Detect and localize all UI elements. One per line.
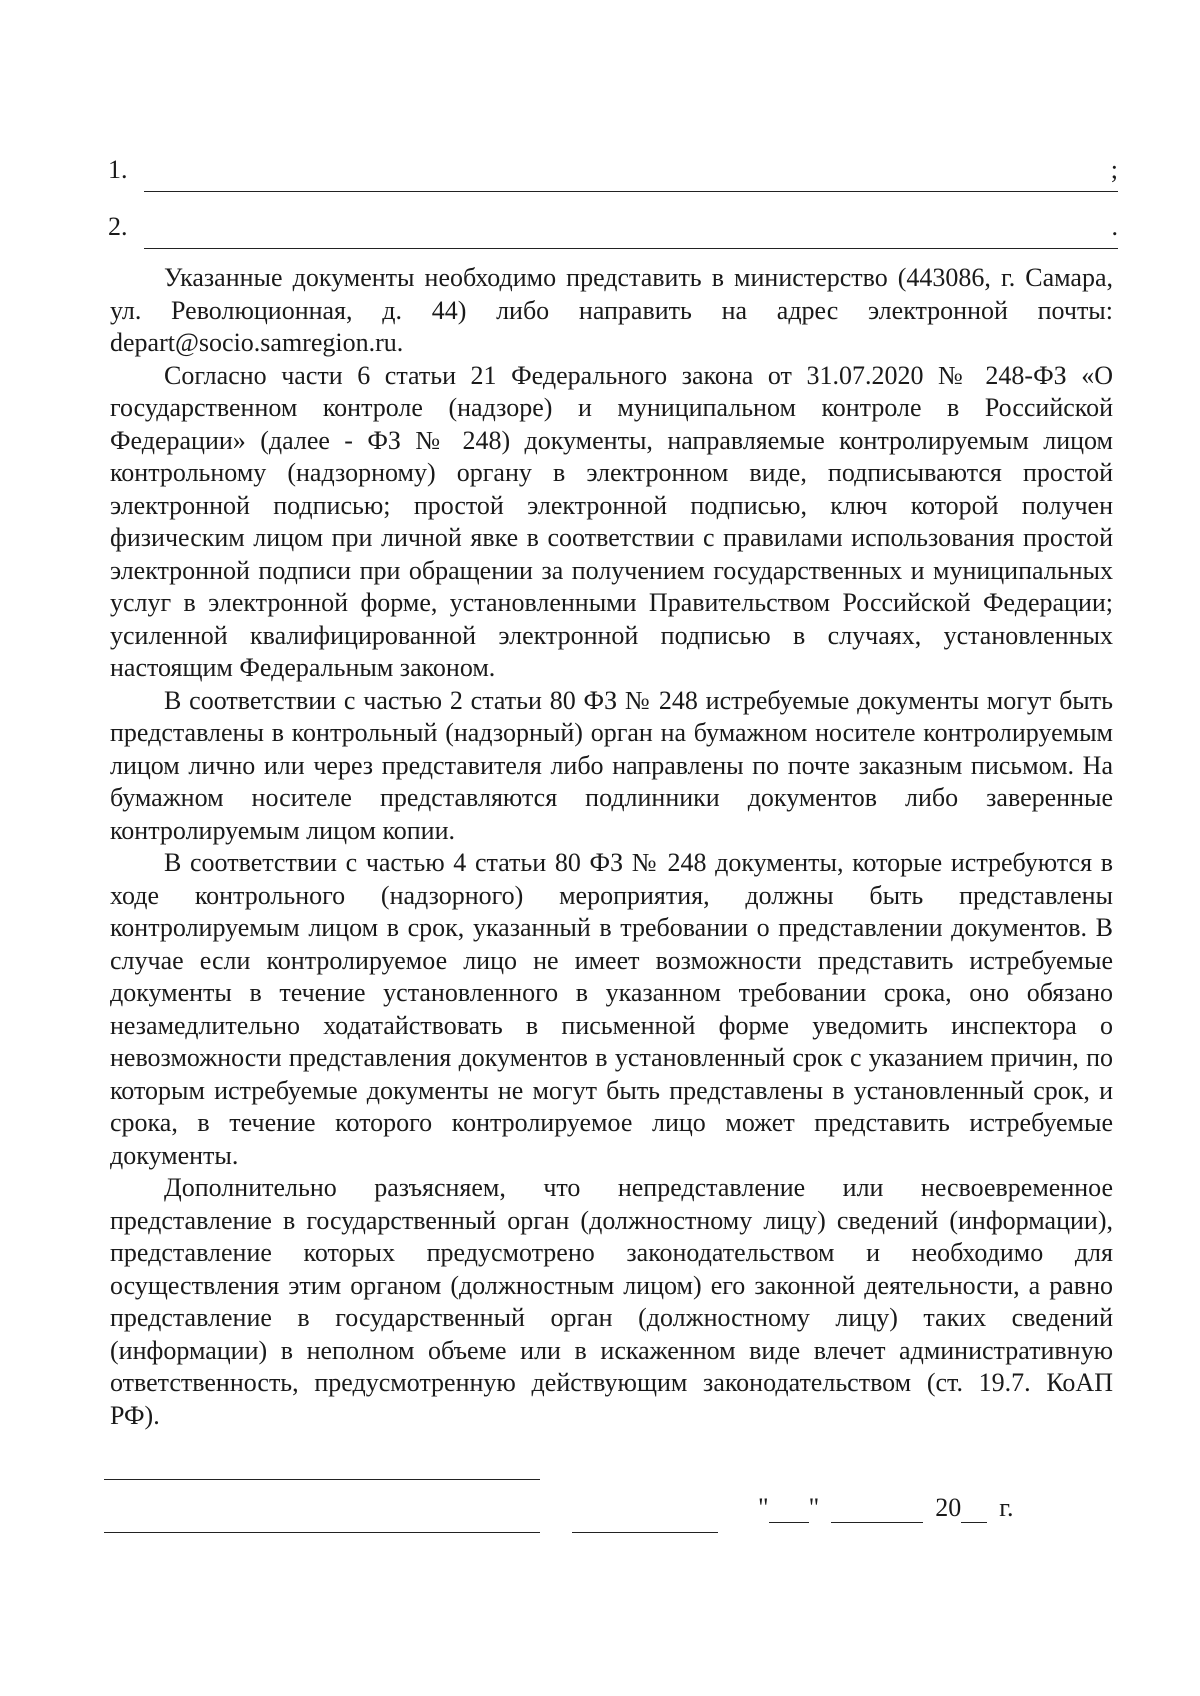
date-year-blank bbox=[961, 1496, 987, 1523]
date-field bbox=[758, 1493, 1013, 1527]
date-day-blank bbox=[769, 1496, 809, 1523]
date-quote-close: " bbox=[808, 1493, 820, 1522]
list-number: 2. bbox=[108, 212, 128, 241]
paragraph-paper-submission: В соответствии с частью 2 статьи 80 ФЗ № 248 истребуемые документы могут быть представлены в контрольный (надзорный) орган на бумажном носителе контролируемым лицом лично или через представителя либо направлены по почте заказным письмом. На бумажном носителе представляются подлинники документов либо заверенные контролируемым лицом копии. bbox=[110, 685, 1113, 845]
list-item bbox=[108, 155, 1118, 195]
date-quote-open: " bbox=[758, 1493, 769, 1522]
document-body bbox=[110, 262, 1113, 1432]
paragraph-deadline: В соответствии с частью 4 статьи 80 ФЗ № 248 документы, которые истребуются в ходе контрольного (надзорного) мероприятия, должны быть представлены контролируемым лицом в срок, указанный в требовании о представлении документов. В случае если контролируемое лицо не имеет возможности представить истребуемые документы в течение установленного в указанном требовании срока, оно обязано незамедлительно ходатайствовать в письменной форме уведомить инспектора о невозможности представления документов в установленный срок с указанием причин, по которым истребуемые документы не могут быть представлены в установленный срок, и срока, в течение которого контролируемое лицо может представить истребуемые документы. bbox=[110, 848, 1113, 1170]
signature-line bbox=[572, 1532, 718, 1533]
paragraph-electronic-signature: Согласно части 6 статьи 21 Федерального закона от 31.07.2020 № 248-ФЗ «О государственном контроле (надзоре) и муниципальном контроле в Российской Федерации» (далее - ФЗ № 248) документы, направляемые контролируемым лицом контрольному (надзорному) органу в электронном виде, подписываются простой электронной подписью; простой электронной подписью, ключ которой получен физическим лицом при личной явке в соответствии с правилами использования простой электронной подписи при обращении за получением государственных и муниципальных услуг в электронной форме, установленными Правительством Российской Федерации; усиленной квалифицированной электронной подписью в случаях, установленных настоящим Федеральным законом. bbox=[110, 360, 1113, 682]
date-year-suffix: г. bbox=[999, 1493, 1014, 1522]
list-terminator: . bbox=[1111, 212, 1118, 241]
paragraph-submission-address: Указанные документы необходимо представить в министерство (443086, г. Самара, ул. Революционная, д. 44) либо направить на адрес электронной почты: depart@socio.samregion.ru. bbox=[110, 263, 1113, 357]
list-terminator: ; bbox=[1110, 155, 1118, 184]
fill-in-line bbox=[144, 191, 1118, 192]
paragraph-liability: Дополнительно разъясняем, что непредставление или несвоевременное представление в государственный орган (должностному лицу) сведений (информации), представление которых предусмотрено законодательством и необходимо для осуществления этим органом (должностным лицом) его законной деятельности, а равно представление в государственный орган (должностному лицу) таких сведений (информации) в неполном объеме или в искаженном виде влечет административную ответственность, предусмотренную действующим законодательством (ст. 19.7. КоАП РФ). bbox=[110, 1173, 1113, 1430]
fill-in-line bbox=[144, 248, 1118, 249]
list-number: 1. bbox=[108, 155, 128, 184]
date-month-blank bbox=[831, 1496, 923, 1523]
position-line bbox=[104, 1479, 540, 1480]
list-item bbox=[108, 212, 1118, 252]
date-year-prefix: 20 bbox=[935, 1493, 962, 1522]
name-line bbox=[104, 1532, 540, 1533]
